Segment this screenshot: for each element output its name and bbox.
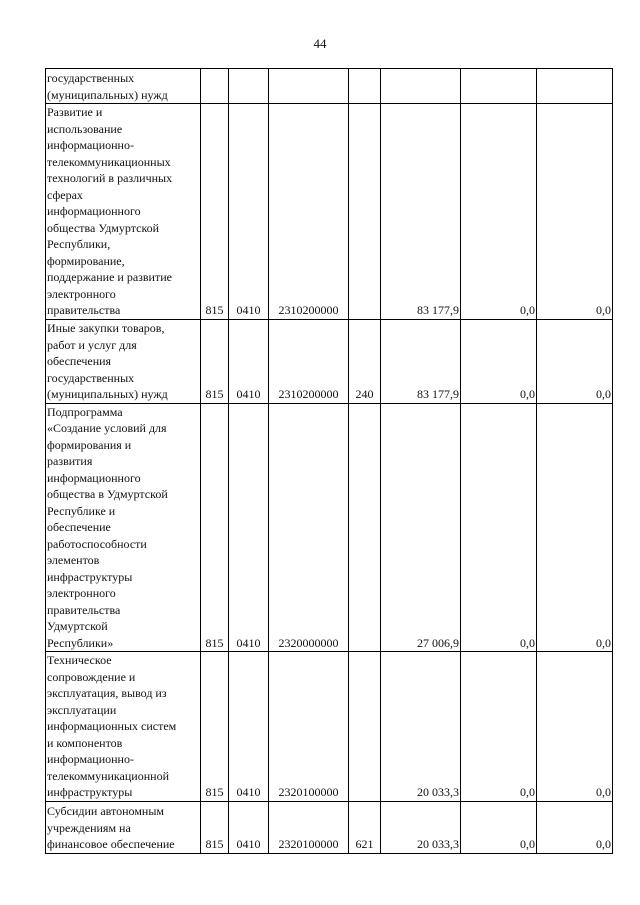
- sum-year-2: 0,0: [461, 319, 537, 403]
- row-name: Техническое сопровождение и эксплуатация, вывод из эксплуатации информационных систем и компонентов информационно- телекоммуникационной инфраструктуры: [46, 652, 201, 802]
- sum-year-2: 0,0: [461, 403, 537, 652]
- sum-year-1: 20 033,3: [381, 652, 461, 802]
- ved-code: 815: [201, 104, 229, 320]
- target-article-code: [269, 69, 349, 104]
- sum-year-1: 83 177,9: [381, 319, 461, 403]
- sum-year-3: 0,0: [537, 104, 613, 320]
- section-code: 0410: [229, 652, 269, 802]
- sum-year-3: 0,0: [537, 403, 613, 652]
- ved-code: 815: [201, 319, 229, 403]
- expense-type-code: 621: [349, 801, 381, 853]
- expense-type-code: 240: [349, 319, 381, 403]
- sum-year-1: 20 033,3: [381, 801, 461, 853]
- section-code: 0410: [229, 319, 269, 403]
- sum-year-3: [537, 69, 613, 104]
- ved-code: 815: [201, 801, 229, 853]
- section-code: 0410: [229, 801, 269, 853]
- table-row: [46, 69, 613, 104]
- sum-year-2: 0,0: [461, 801, 537, 853]
- table-row: [46, 801, 613, 853]
- row-name: Подпрограмма «Создание условий для формирования и развития информационного общества в Удмуртской Республике и обеспечение работоспособности элементов инфраструктуры электронного правительства Удмуртской Республики»: [46, 403, 201, 652]
- sum-year-2: 0,0: [461, 652, 537, 802]
- row-name: государственных (муниципальных) нужд: [46, 69, 201, 104]
- section-code: [229, 69, 269, 104]
- table-row: [46, 104, 613, 320]
- ved-code: 815: [201, 403, 229, 652]
- sum-year-2: [461, 69, 537, 104]
- page-number: 44: [313, 36, 327, 51]
- ved-code: 815: [201, 652, 229, 802]
- section-code: 0410: [229, 403, 269, 652]
- budget-table: [45, 68, 613, 854]
- target-article-code: 2320100000: [269, 652, 349, 802]
- sum-year-1: 83 177,9: [381, 104, 461, 320]
- target-article-code: 2320100000: [269, 801, 349, 853]
- section-code: 0410: [229, 104, 269, 320]
- row-name: Субсидии автономным учреждениям на финансовое обеспечение: [46, 801, 201, 853]
- sum-year-1: 27 006,9: [381, 403, 461, 652]
- target-article-code: 2320000000: [269, 403, 349, 652]
- table-row: [46, 652, 613, 802]
- target-article-code: 2310200000: [269, 104, 349, 320]
- expense-type-code: [349, 69, 381, 104]
- target-article-code: 2310200000: [269, 319, 349, 403]
- row-name: Развитие и использование информационно- телекоммуникационных технологий в различных сферах информационного общества Удмуртской Республики, формирование, поддержание и развитие электронного правительства: [46, 104, 201, 320]
- expense-type-code: [349, 403, 381, 652]
- sum-year-1: [381, 69, 461, 104]
- sum-year-2: 0,0: [461, 104, 537, 320]
- row-name: Иные закупки товаров, работ и услуг для обеспечения государственных (муниципальных) нужд: [46, 319, 201, 403]
- sum-year-3: 0,0: [537, 652, 613, 802]
- sum-year-3: 0,0: [537, 319, 613, 403]
- sum-year-3: 0,0: [537, 801, 613, 853]
- expense-type-code: [349, 652, 381, 802]
- table-row: [46, 403, 613, 652]
- expense-type-code: [349, 104, 381, 320]
- table-row: [46, 319, 613, 403]
- ved-code: [201, 69, 229, 104]
